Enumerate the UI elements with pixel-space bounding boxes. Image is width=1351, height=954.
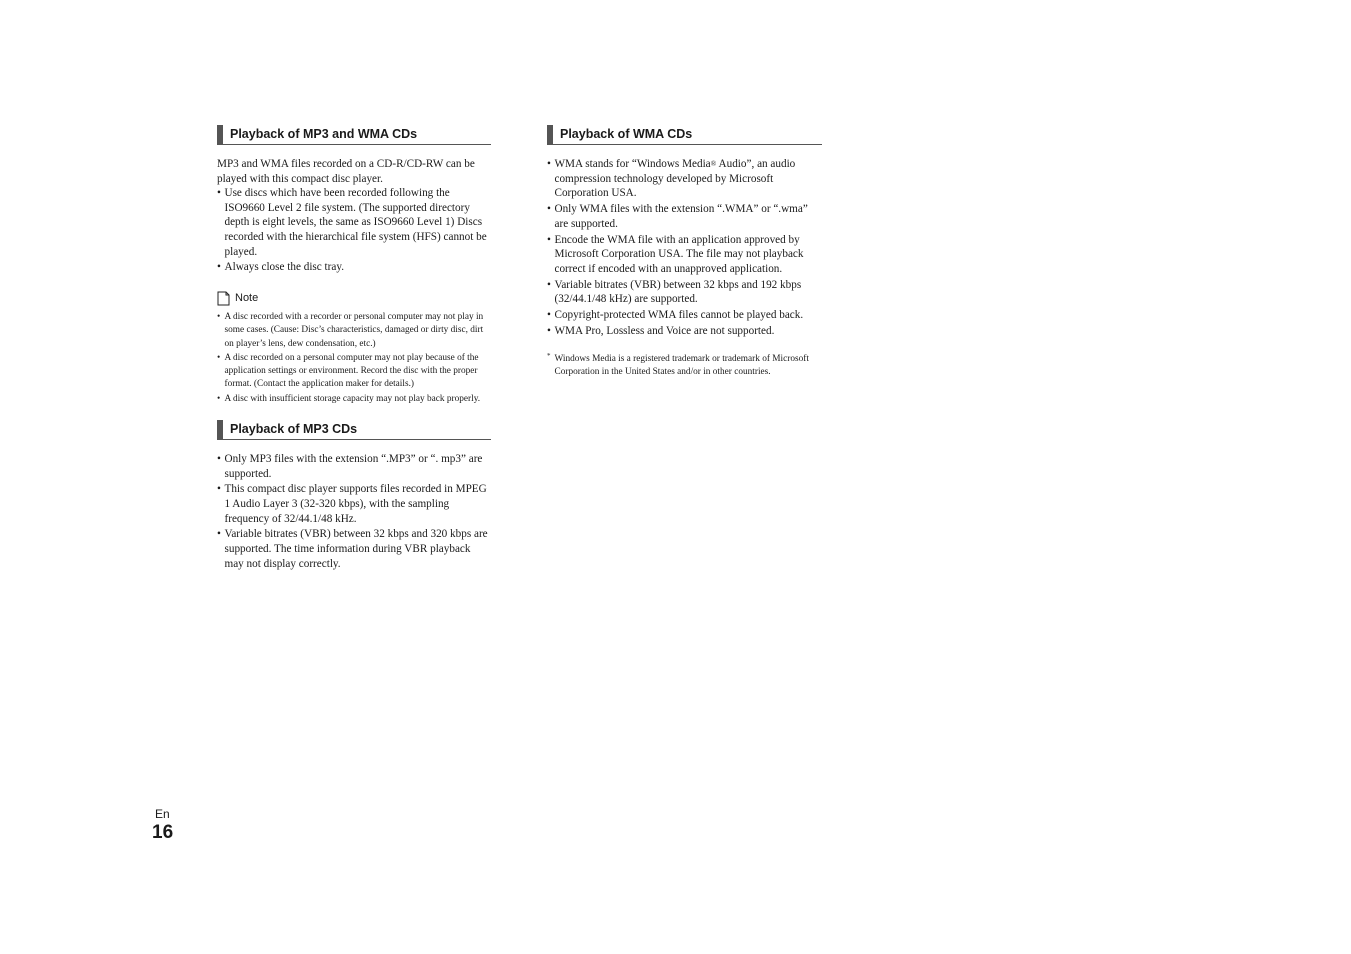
bullet-list bbox=[217, 186, 491, 275]
footnote bbox=[547, 353, 822, 379]
footnote-marker: * bbox=[547, 352, 551, 361]
list-item: • This compact disc player supports files recorded in MPEG 1 Audio Layer 3 (32-320 kbps), with the sampling frequency of 32/44.1/48 kHz. bbox=[217, 483, 487, 525]
page-language: En bbox=[155, 807, 170, 821]
note-list bbox=[217, 311, 491, 406]
note-icon bbox=[217, 291, 230, 306]
heading-text: Playback of WMA CDs bbox=[560, 127, 693, 141]
right-column bbox=[547, 124, 822, 379]
intro-paragraph: MP3 and WMA files recorded on a CD-R/CD-RW can be played with this compact disc player. bbox=[217, 158, 475, 185]
list-item: • Variable bitrates (VBR) between 32 kbps and 320 kbps are supported. The time information during VBR playback may not display correctly. bbox=[217, 528, 488, 570]
section-heading-mp3-wma bbox=[217, 124, 491, 145]
list-item: • Use discs which have been recorded following the ISO9660 Level 2 file system. (The supported directory depth is eight levels, the same as ISO9660 Level 1) Discs recorded with the hierarchical file system (HFS) cannot be played. bbox=[217, 187, 487, 258]
list-item: • WMA Pro, Lossless and Voice are not supported. bbox=[547, 324, 775, 337]
list-item: • A disc recorded on a personal computer may not play because of the application settings or environment. Record the disc with the proper format. (Contact the application maker for details.) bbox=[217, 352, 479, 390]
list-item: • Always close the disc tray. bbox=[217, 261, 345, 274]
list-item: • Copyright-protected WMA files cannot be played back. bbox=[547, 308, 804, 321]
list-item: • Encode the WMA file with an application approved by Microsoft Corporation USA. The file may not playback correct if encoded with an unapproved application. bbox=[547, 233, 804, 275]
heading-text: Playback of MP3 CDs bbox=[230, 422, 358, 437]
left-column bbox=[217, 124, 491, 572]
bullet-list bbox=[217, 452, 491, 571]
note-header bbox=[217, 291, 491, 306]
heading-bar bbox=[547, 125, 553, 145]
list-item: • Only WMA files with the extension “.WMA” or “.wma” are supported. bbox=[547, 203, 808, 230]
section-heading-wma bbox=[547, 124, 822, 145]
list-item: • Variable bitrates (VBR) between 32 kbps and 192 kbps (32/44.1/48 kHz) are supported. bbox=[547, 278, 802, 306]
page-number: 16 bbox=[152, 822, 174, 843]
bullet-list bbox=[547, 157, 822, 338]
footnote-text: Windows Media is a registered trademark or trademark of Microsoft Corporation in the United States and/or in other countries. bbox=[554, 354, 809, 378]
list-item: • Only MP3 files with the extension “.MP3” or “. mp3” are supported. bbox=[217, 453, 483, 480]
list-item: • A disc recorded with a recorder or personal computer may not play in some cases. (Cause: Disc’s characteristics, damaged or dirty disc, dirt on player’s lens, dew condensation, etc.) bbox=[217, 311, 484, 349]
heading-bar bbox=[217, 420, 223, 440]
heading-bar bbox=[217, 125, 223, 145]
list-item: • A disc with insufficient storage capacity may not play back properly. bbox=[217, 393, 481, 404]
registered-mark: ® bbox=[710, 159, 717, 169]
list-item: • WMA stands for “Windows Media® Audio”, an audio compression technology developed by Microsoft Corporation USA. bbox=[547, 158, 796, 200]
section-heading-mp3 bbox=[217, 419, 491, 440]
heading-text: Playback of MP3 and WMA CDs bbox=[230, 127, 418, 141]
note-label: Note bbox=[235, 292, 259, 305]
